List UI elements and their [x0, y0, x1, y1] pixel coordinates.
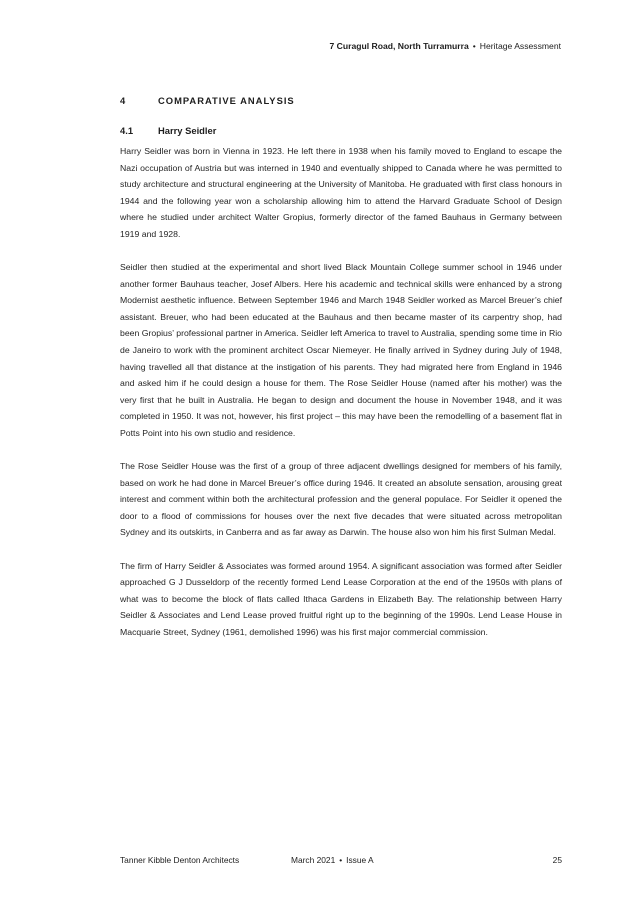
body-text — [120, 143, 562, 657]
footer-date-issue — [291, 855, 374, 865]
footer-firm: Tanner Kibble Denton Architects — [120, 855, 240, 865]
subsection-number: 4.1 — [120, 125, 134, 136]
running-header — [330, 41, 562, 51]
paragraph: Harry Seidler was born in Vienna in 1923. He left there in 1938 when his family moved to England to escape the Nazi occupation of Austria but was interned in 1940 and eventually shipped to Canada where he was permitted to study architecture and structural engineering at the University of Manitoba. He graduated with first class honours in 1944 and the following year won a scholarship allowing him to attend the Harvard Graduate School of Design where he studied under architect Walter Gropius, formerly director of the famed Bauhaus in Germany between 1919 and 1928. — [120, 146, 562, 239]
section-heading — [120, 95, 295, 106]
footer-issue: Issue A — [346, 855, 374, 865]
section-title: COMPARATIVE ANALYSIS — [158, 95, 295, 106]
section-number: 4 — [120, 95, 126, 106]
footer-bullet: • — [339, 855, 343, 865]
footer-date: March 2021 — [291, 855, 336, 865]
subsection-title: Harry Seidler — [158, 125, 217, 136]
header-doc-type: Heritage Assessment — [479, 41, 561, 51]
header-address: 7 Curagul Road, North Turramurra — [329, 41, 469, 51]
paragraph: The firm of Harry Seidler & Associates was formed around 1954. A significant association was formed after Seidler approached G J Dusseldorp of the recently formed Lend Lease Corporation at the end of the 1950s with plans of what was to become the block of flats called Ithaca Gardens in Elizabeth Bay. The relationship between Harry Seidler & Associates and Lend Lease proved fruitful right up to the beginning of the 1990s. Lend Lease House in Macquarie Street, Sydney (1961, demolished 1996) was his first major commercial commission. — [120, 560, 562, 637]
subsection-heading — [120, 125, 216, 136]
paragraph: Seidler then studied at the experimental and short lived Black Mountain College summer school in 1946 under another former Bauhaus teacher, Josef Albers. Here his academic and technical skills were enhanced by a strong Modernist aesthetic influence. Between September 1946 and March 1948 Seidler worked as Marcel Breuer’s chief assistant. Breuer, who had been educated at the Bauhaus and then became master of its carpentry shop, had been Gropius’ professional partner in America. Seidler left America to travel to Australia, spending some time in Rio de Janeiro to work with the prominent architect Oscar Niemeyer. He finally arrived in Sydney during July of 1948, having travelled all that distance at the instigation of his parents. They had migrated here from England in 1946 and asked him if he could design a house for them. The Rose Seidler House (named after his mother) was the very first that he built in Australia. He began to design and document the house in November 1948, and it was completed in 1950. It was not, however, his first project – this may have been the remodelling of a basement flat in Potts Point into his own studio and residence. — [120, 262, 562, 438]
header-bullet: • — [472, 41, 476, 51]
paragraph: The Rose Seidler House was the first of a group of three adjacent dwellings designed for members of his family, based on work he had done in Marcel Breuer’s office during 1946. It created an absolute sensation, arousing great interest and comment within both the architectural profession and the general populace. For Seidler it opened the door to a flood of commissions for houses over the next five decades that were situated across metropolitan Sydney and its outskirts, in Canberra and as far away as Darwin. The house also won him his first Sulman Medal. — [120, 461, 562, 538]
page-number: 25 — [552, 855, 562, 865]
